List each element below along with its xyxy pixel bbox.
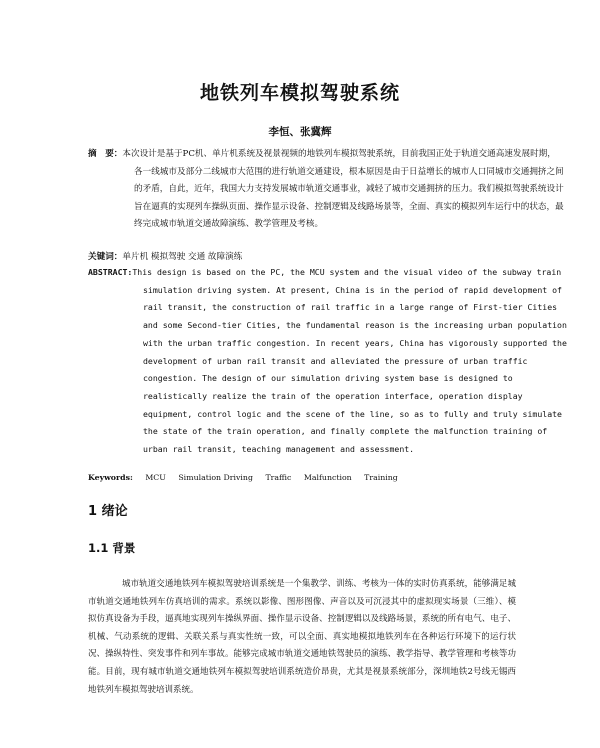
keywords-zh-label: 关键词： bbox=[88, 252, 123, 262]
abstract-en-text: This design is based on the PC, the MCU system and the visual video of the subway train simulation driving system. At present, China is in the period of rapid development of rail transit, the construction of rail traffic in a large range of First-tier Cities and some Second-tier Cities, the fundamental reason is the increasing urban population with the urban traffic congestion. In recent years, China has vigorously supported the development of urban rail transit and alleviated the pressure of urban traffic congestion. The design of our simulation driving system base is designed to realistically realize the train of the operation interface, operation display equipment, control logic and the scene of the line, so as to fully and truly simulate the state of the train operation, and finally complete the malfunction training of urban rail transit, teaching management and assessment. bbox=[132, 267, 567, 455]
keywords-en bbox=[88, 472, 528, 484]
authors: 李恒、张冀辉 bbox=[268, 126, 332, 138]
abstract-zh-text: 本次设计是基于PC机、单片机系统及视景视频的地铁列车模拟驾驶系统，目前我国正处于轨道交通高速发展时期，各一线城市及部分二线城市大范围的进行轨道交通建设，根本原因是由于日益增长的城市人口同城市交通拥挤之间的矛盾，自此，近年，我国大力支持发展城市轨道交通事业，减轻了城市交通拥挤的压力。我们模拟驾驶系统设计旨在逼真的实现列车操纵页面、操作显示设备、控制逻辑及线路场景等，全面、真实的模拟列车运行中的状态，最终完成城市轨道交通故障演练、教学管理及考核。 bbox=[122, 149, 564, 230]
keyword-en-term: Training bbox=[364, 473, 398, 482]
keywords-zh-text: 单片机 模拟驾驶 交通 故障演练 bbox=[122, 252, 243, 262]
abstract-en-label: ABSTRACT: bbox=[88, 267, 133, 277]
abstract-en bbox=[88, 264, 573, 459]
section-body-text: 城市轨道交通地铁列车模拟驾驶培训系统是一个集教学、训练、考核为一体的实时仿真系统，能够满足城市轨道交通地铁列车仿真培训的需求。系统以影像、图形图像、声音以及可沉浸其中的虚拟现实场景（三维）、模拟仿真设备为手段，逼真地实现列车操纵界面、操作显示设备、控制逻辑以及线路场景，系统的所有电气、电子、机械、气动系统的逻辑、关联关系与真实性统一致，可以全面、真实地模拟地铁列车在各种运行环境下的运行状况、操纵特性、突发事件和列车事故。能够完成城市轨道交通地铁驾驶员的演练、教学指导、教学管理和考核等功能。目前，现有城市轨道交通地铁列车模拟驾驶培训系统造价昂贵，尤其是视景系统部分，深圳地铁2号线无锡西地铁列车模拟驾驶培训系统。 bbox=[88, 579, 516, 695]
keyword-en-term: MCU bbox=[145, 473, 166, 482]
keywords-zh bbox=[88, 250, 528, 264]
section-heading-1-1: 1.1 背景 bbox=[88, 541, 136, 555]
keyword-en-term: Traffic bbox=[265, 473, 292, 482]
abstract-zh bbox=[88, 146, 564, 234]
abstract-zh-label: 摘 要： bbox=[88, 149, 123, 159]
keyword-en-term: Simulation Driving bbox=[178, 473, 253, 482]
paper-title: 地铁列车模拟驾驶系统 bbox=[199, 82, 400, 104]
keyword-en-term: Malfunction bbox=[303, 473, 352, 482]
keywords-en-label: Keywords: bbox=[88, 473, 133, 482]
section-heading-1: 1 绪论 bbox=[88, 504, 128, 519]
